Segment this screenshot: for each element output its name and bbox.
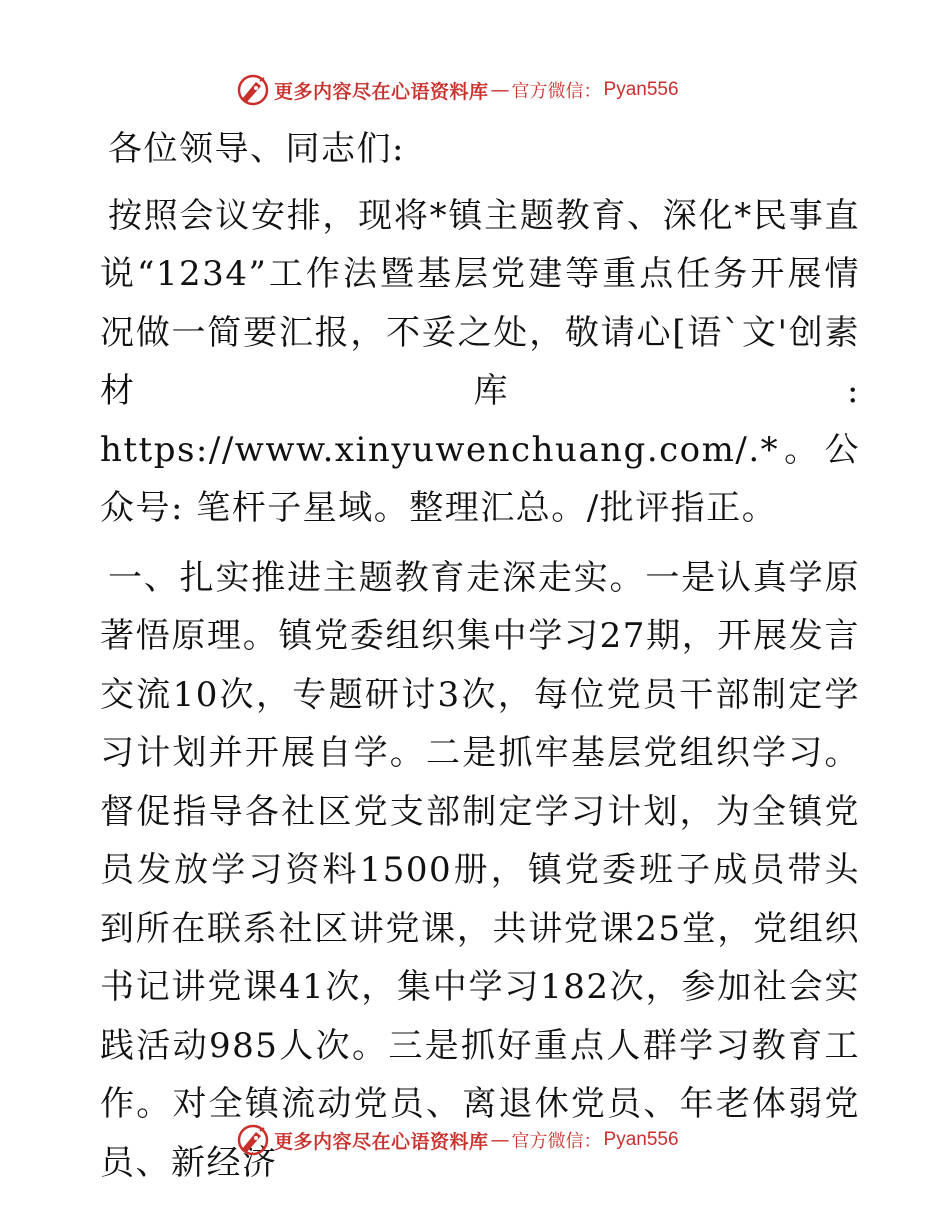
banner-wechat-id: Pyan556 xyxy=(603,1129,679,1150)
header-banner xyxy=(236,70,679,110)
pen-nib-logo-icon xyxy=(236,73,270,107)
salutation: 各位领导、同志们: xyxy=(108,129,405,169)
paragraph-intro: 按照会议安排，现将*镇主题教育、深化*民事直说“1234”工作法暨基层党建等重点任务开展情况做一简要汇报，不妥之处，敬请心[语`文'创素材库: https://www.xinyuwenchuang.com/.*。公众号: 笔杆子星域。整理汇总。/批评指正。 xyxy=(100,195,860,528)
banner-wechat-id: Pyan556 xyxy=(603,79,679,100)
banner-wechat-label: 官方微信： xyxy=(511,81,602,102)
pen-nib-logo-icon xyxy=(236,1123,270,1157)
banner-main-text: 更多内容尽在心语资料库 xyxy=(274,1130,489,1153)
banner-wechat-label: 官方微信： xyxy=(511,1131,602,1152)
banner-main-text: 更多内容尽在心语资料库 xyxy=(274,80,489,103)
paragraph-section-one: 一、扎实推进主题教育走深走实。一是认真学原著悟原理。镇党委组织集中学习27期，开展发言交流10次，专题研讨3次，每位党员干部制定学习计划并开展自学。二是抓牢基层党组织学习。督促指导各社区党支部制定学习计划，为全镇党员发放学习资料1500册，镇党委班子成员带头到所在联系社区讲党课，共讲党课25堂，党组织书记讲党课41次，集中学习182次，参加社会实践活动985人次。三是抓好重点人群学习教育工作。对全镇流动党员、离退休党员、年老体弱党员、新经济 xyxy=(100,557,860,1183)
banner-separator: — xyxy=(490,79,510,101)
banner-separator: — xyxy=(490,1129,510,1151)
footer-banner xyxy=(236,1120,679,1160)
document-body xyxy=(100,120,860,1192)
